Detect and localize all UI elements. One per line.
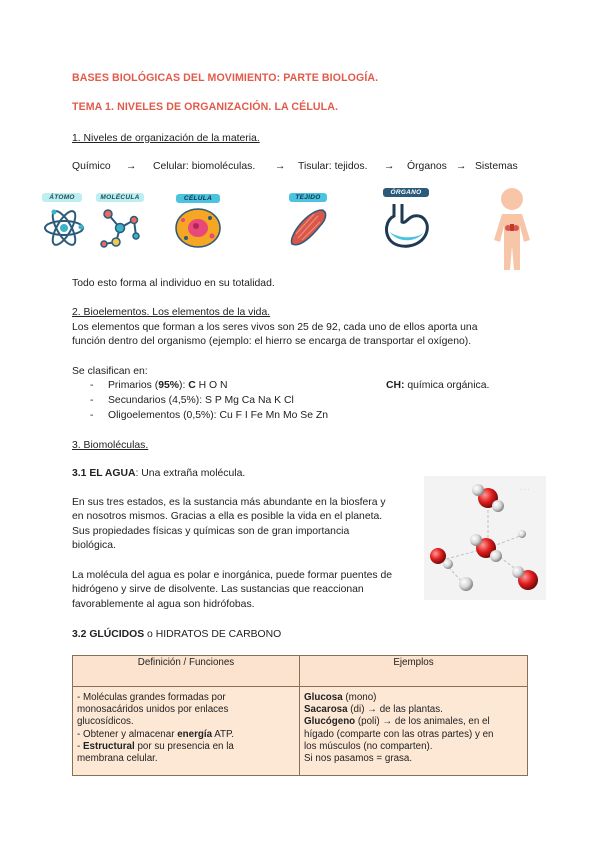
chain-celular: Celular: biomoléculas. bbox=[153, 161, 256, 172]
atom-icon bbox=[42, 206, 86, 250]
secundarios-item: Secundarios (4,5%): S P Mg Ca Na K Cl bbox=[108, 395, 294, 406]
list-dash: - bbox=[90, 395, 94, 406]
human-body-icon bbox=[490, 186, 534, 272]
oligoelementos-item: Oligoelementos (0,5%): Cu F I Fe Mn Mo Se Zn bbox=[108, 410, 329, 421]
chain-arrow: → bbox=[384, 161, 395, 172]
table-header-row bbox=[73, 656, 528, 687]
section1-heading: 1. Niveles de organización de la materia. bbox=[72, 133, 260, 144]
ejemplos-cell: Glucosa (mono) Sacarosa (di) → de las plantas. Glucógeno (poli) → de los animales, en el hígado (comparte con las otras partes) y en los músculos (no comparten). Si nos pasamos = grasa. bbox=[300, 687, 528, 776]
chain-arrow: → bbox=[275, 161, 286, 172]
agua-heading: 3.1 EL AGUA: Una extraña molécula. bbox=[72, 468, 246, 479]
bioelements-para-line2: función dentro del organismo (ejemplo: el hierro se encarga de transportar el oxígeno). bbox=[72, 336, 472, 347]
stomach-icon bbox=[380, 202, 430, 250]
classify-text: Se clasifican en: bbox=[72, 366, 148, 377]
water-molecule-image bbox=[424, 476, 546, 600]
section3-heading: 3. Biomoléculas. bbox=[72, 440, 149, 451]
ch-note: CH: química orgánica. bbox=[386, 380, 490, 391]
molecule-icon bbox=[98, 206, 142, 250]
table-row bbox=[73, 687, 528, 776]
molecula-label: MOLÉCULA bbox=[96, 193, 144, 202]
chain-organos: Órganos bbox=[407, 161, 447, 172]
chain-tisular: Tisular: tejidos. bbox=[298, 161, 368, 172]
glucidos-heading: 3.2 GLÚCIDOS o HIDRATOS DE CARBONO bbox=[72, 629, 282, 640]
glucidos-table bbox=[72, 655, 528, 776]
chain-quimico: Químico bbox=[72, 161, 111, 172]
list-dash: - bbox=[90, 380, 94, 391]
svg-text:· · ·: · · · bbox=[520, 487, 530, 494]
cell-icon bbox=[174, 206, 222, 250]
chain-sistemas: Sistemas bbox=[475, 161, 518, 172]
agua-para2: La molécula del agua es polar e inorgánica, puede formar puentes de hidrógeno y sirve de disolvente. Las sustancias que reaccionan favorablemente al agua son hidrófobas. bbox=[72, 570, 393, 610]
organization-chain bbox=[0, 161, 600, 175]
chain-arrow: → bbox=[126, 161, 137, 172]
table-header-definicion: Definición / Funciones bbox=[73, 656, 300, 687]
celula-label: CÉLULA bbox=[176, 194, 220, 203]
table-header-ejemplos: Ejemplos bbox=[300, 656, 528, 687]
organo-label: ÓRGANO bbox=[383, 188, 429, 197]
chain-arrow: → bbox=[456, 161, 467, 172]
bioelements-para-line1: Los elementos que forman a los seres vivos son 25 de 92, cada uno de ellos aporta una bbox=[72, 322, 478, 333]
tema-title: TEMA 1. NIVELES DE ORGANIZACIÓN. LA CÉLULA. bbox=[72, 101, 339, 113]
tissue-icon bbox=[286, 206, 330, 250]
definicion-cell: - Moléculas grandes formadas por monosacáridos unidos por enlaces glucosídicos. - Obtener y almacenar energía ATP. - Estructural por su presencia en la membrana celular. bbox=[73, 687, 300, 776]
list-dash: - bbox=[90, 410, 94, 421]
levels-illustration bbox=[0, 180, 600, 280]
atomo-label: ÁTOMO bbox=[42, 193, 82, 202]
summary-text: Todo esto forma al individuo en su totalidad. bbox=[72, 278, 275, 289]
section2-heading: 2. Bioelementos. Los elementos de la vida. bbox=[72, 307, 271, 318]
agua-para1: En sus tres estados, es la sustancia más abundante en la biosfera y en nosotros mismos. Gracias a ella es posible la vida en el planeta. Sus propiedades físicas y químicas son de gran importancia biológica. bbox=[72, 497, 386, 552]
main-title: BASES BIOLÓGICAS DEL MOVIMIENTO: PARTE BIOLOGÍA. bbox=[72, 72, 379, 84]
primarios-item: Primarios (95%): C H O N bbox=[108, 380, 228, 391]
tejido-label: TEJIDO bbox=[289, 193, 327, 202]
